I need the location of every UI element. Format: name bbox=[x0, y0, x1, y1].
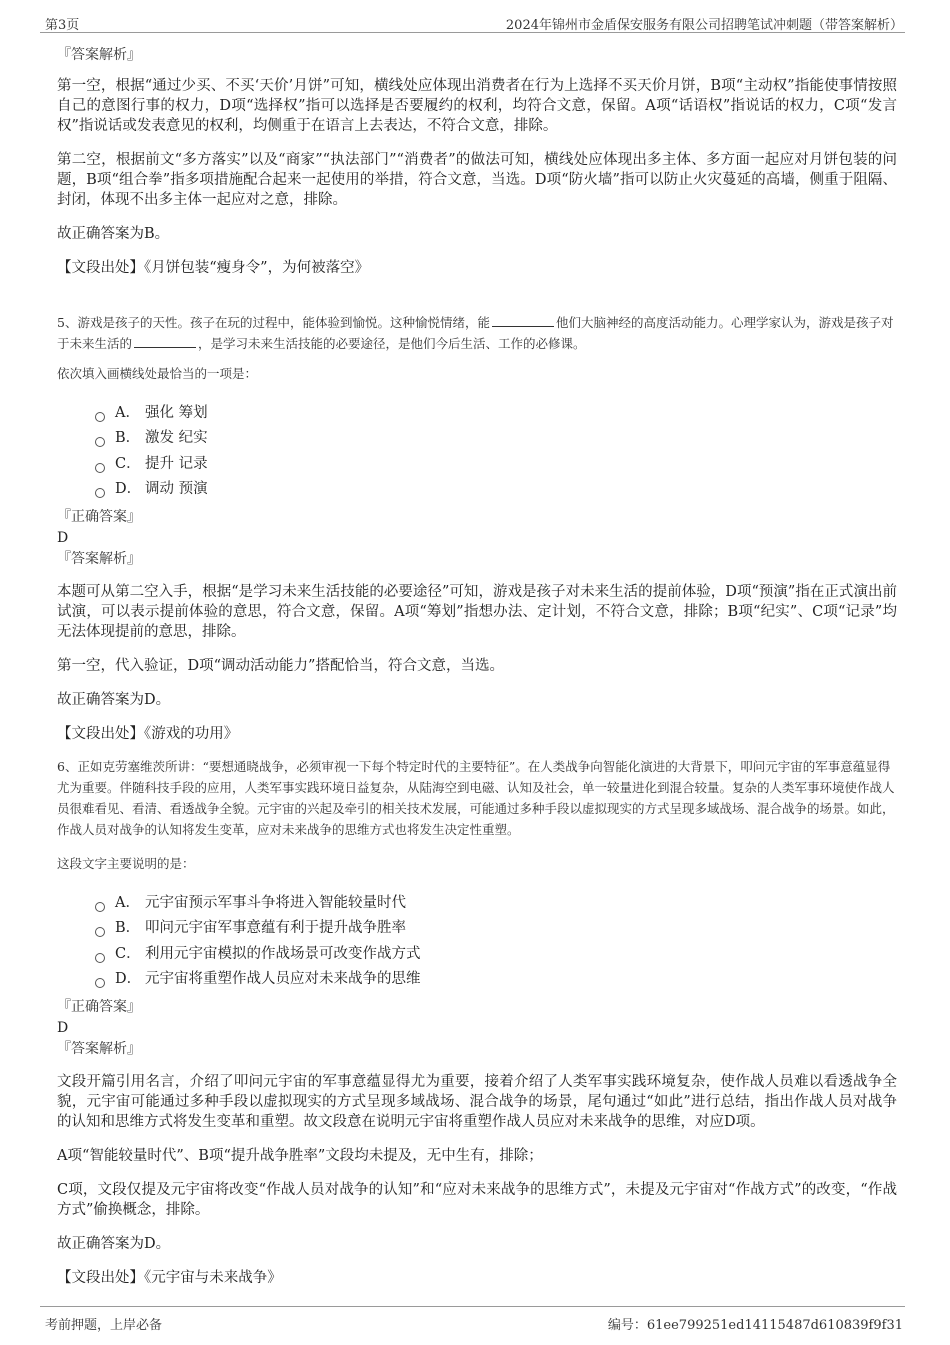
analysis-paragraph: 文段开篇引用名言，介绍了叩问元宇宙的军事意蕴显得尤为重要，接着介绍了人类军事实践环境复杂，使作战人员难以看透战争全貌，元宇宙可能通过多种手段以虚拟现实的方式呈现多域战场、混合战争的场景，尾句通过“如此”进行总结，指出作战人员对战争的认知和思维方式将发生变革和重塑。故文段意在说明元宇宙将重塑作战人员应对未来战争的思维，对应D项。 bbox=[57, 1074, 897, 1130]
option-d[interactable]: D． 元宇宙将重塑作战人员应对未来战争的思维 bbox=[95, 967, 897, 993]
radio-icon[interactable] bbox=[95, 978, 105, 988]
question-6-text: 6、正如克劳塞维茨所讲：“要想通晓战争，必须审视一下每个特定时代的主要特征”。在人类战争向智能化演进的大背景下，叩问元宇宙的军事意蕴显得尤为重要。伴随科技手段的应用，人类军事实践环境日益复杂，从陆海空到电磁、认知及社会，单一较量进化到混合较量。复杂的人类军事环境使作战人员很难看见、看清、看透战争全貌。元宇宙的兴起及牵引的相关技术发展，可能通过多种手段以虚拟现实的方式呈现多域战场、混合战争的场景。如此，作战人员对战争的认知将发生变革，应对未来战争的思维方式也将发生决定性重塑。 bbox=[57, 759, 895, 837]
correct-answer-tag: 『正确答案』 bbox=[57, 509, 141, 525]
analysis-paragraph: 第二空，根据前文“多方落实”以及“商家”“执法部门”“消费者”的做法可知，横线处应体现出多主体、多方面一起应对月饼包装的问题，B项“组合拳”指多项措施配合起来一起使用的举措，符合文意，当选。D项“防火墙”指可以防止火灾蔓延的高墙，侧重于阻隔、封闭，体现不出多主体一起应对之意，排除。 bbox=[57, 152, 897, 208]
question-5-prompt: 依次填入画横线处最恰当的一项是： bbox=[57, 366, 258, 381]
document-body bbox=[57, 44, 897, 1302]
correct-answer: D bbox=[57, 530, 69, 546]
option-a[interactable]: A． 强化 筹划 bbox=[95, 400, 897, 426]
option-c[interactable]: C． 利用元宇宙模拟的作战场景可改变作战方式 bbox=[95, 941, 897, 967]
radio-icon[interactable] bbox=[95, 463, 105, 473]
question-6-options bbox=[95, 890, 897, 992]
radio-icon[interactable] bbox=[95, 902, 105, 912]
radio-icon[interactable] bbox=[95, 488, 105, 498]
footer-slogan: 考前押题，上岸必备 bbox=[45, 1318, 163, 1333]
option-d[interactable]: D． 调动 预演 bbox=[95, 477, 897, 503]
radio-icon[interactable] bbox=[95, 437, 105, 447]
analysis-paragraph: 本题可从第二空入手，根据“是学习未来生活技能的必要途径”可知，游戏是孩子对未来生活的提前体验，D项“预演”指在正式演出前试演，可以表示提前体验的意思，符合文意，保留。A项“筹划”指想办法、定计划，不符合文意，排除；B项“纪实”、C项“记录”均无法体现提前的意思，排除。 bbox=[57, 584, 897, 640]
radio-icon[interactable] bbox=[95, 953, 105, 963]
page-header bbox=[40, 10, 905, 33]
source-citation: 【文段出处】《游戏的功用》 bbox=[57, 726, 239, 742]
correct-answer-tag: 『正确答案』 bbox=[57, 999, 141, 1015]
analysis-paragraph: 第一空，根据“通过少买、不买‘天价’月饼”可知，横线处应体现出消费者在行为上选择不买天价月饼，B项“主动权”指能使事情按照自己的意图行事的权力，D项“选择权”指可以选择是否要履约的权利，均符合文意，保留。A项“话语权”指说话的权力，C项“发言权”指说话或发表意见的权利，均侧重于在语言上去表达，不符合文意，排除。 bbox=[57, 78, 897, 134]
fill-blank bbox=[492, 314, 554, 327]
radio-icon[interactable] bbox=[95, 927, 105, 937]
analysis-paragraph: 第一空，代入验证，D项“调动活动能力”搭配恰当，符合文意，当选。 bbox=[57, 658, 504, 674]
source-citation: 【文段出处】《元宇宙与未来战争》 bbox=[57, 1270, 282, 1286]
analysis-tag: 『答案解析』 bbox=[57, 1041, 141, 1057]
analysis-paragraph: A项“智能较量时代”、B项“提升战争胜率”文段均未提及，无中生有，排除； bbox=[57, 1148, 543, 1164]
answer-conclusion: 故正确答案为D。 bbox=[57, 692, 171, 708]
page-footer bbox=[40, 1306, 905, 1335]
option-b[interactable]: B． 叩问元宇宙军事意蕴有利于提升战争胜率 bbox=[95, 916, 897, 942]
source-citation: 【文段出处】《月饼包装“瘦身令”，为何被落空》 bbox=[57, 260, 370, 276]
answer-conclusion: 故正确答案为B。 bbox=[57, 226, 170, 242]
question-5-text: 5、游戏是孩子的天性。孩子在玩的过程中，能体验到愉悦。这种愉悦情绪，能 他们大脑神经的高度活动能力。心理学家认为，游戏是孩子对于未来生活的 ，是学习未来生活技能的必要途径，是他们今后生活、工作的必修课。 bbox=[57, 315, 894, 351]
analysis-tag: 『答案解析』 bbox=[57, 551, 141, 567]
question-5-options bbox=[95, 400, 897, 502]
correct-answer: D bbox=[57, 1020, 69, 1036]
fill-blank bbox=[134, 335, 196, 348]
radio-icon[interactable] bbox=[95, 412, 105, 422]
answer-conclusion: 故正确答案为D。 bbox=[57, 1236, 171, 1252]
analysis-paragraph: C项，文段仅提及元宇宙将改变“作战人员对战争的认知”和“应对未来战争的思维方式”，未提及元宇宙对“作战方式”的改变，“作战方式”偷换概念，排除。 bbox=[57, 1182, 897, 1218]
option-b[interactable]: B． 激发 纪实 bbox=[95, 426, 897, 452]
page-number: 第3页 bbox=[45, 18, 80, 33]
question-6-prompt: 这段文字主要说明的是： bbox=[57, 856, 195, 871]
document-title: 2024年锦州市金盾保安服务有限公司招聘笔试冲刺题（带答案解析） bbox=[505, 18, 903, 33]
option-a[interactable]: A． 元宇宙预示军事斗争将进入智能较量时代 bbox=[95, 890, 897, 916]
document-id: 编号：61ee799251ed14115487d610839f9f31 bbox=[607, 1318, 903, 1333]
analysis-tag: 『答案解析』 bbox=[57, 47, 141, 63]
option-c[interactable]: C． 提升 记录 bbox=[95, 451, 897, 477]
